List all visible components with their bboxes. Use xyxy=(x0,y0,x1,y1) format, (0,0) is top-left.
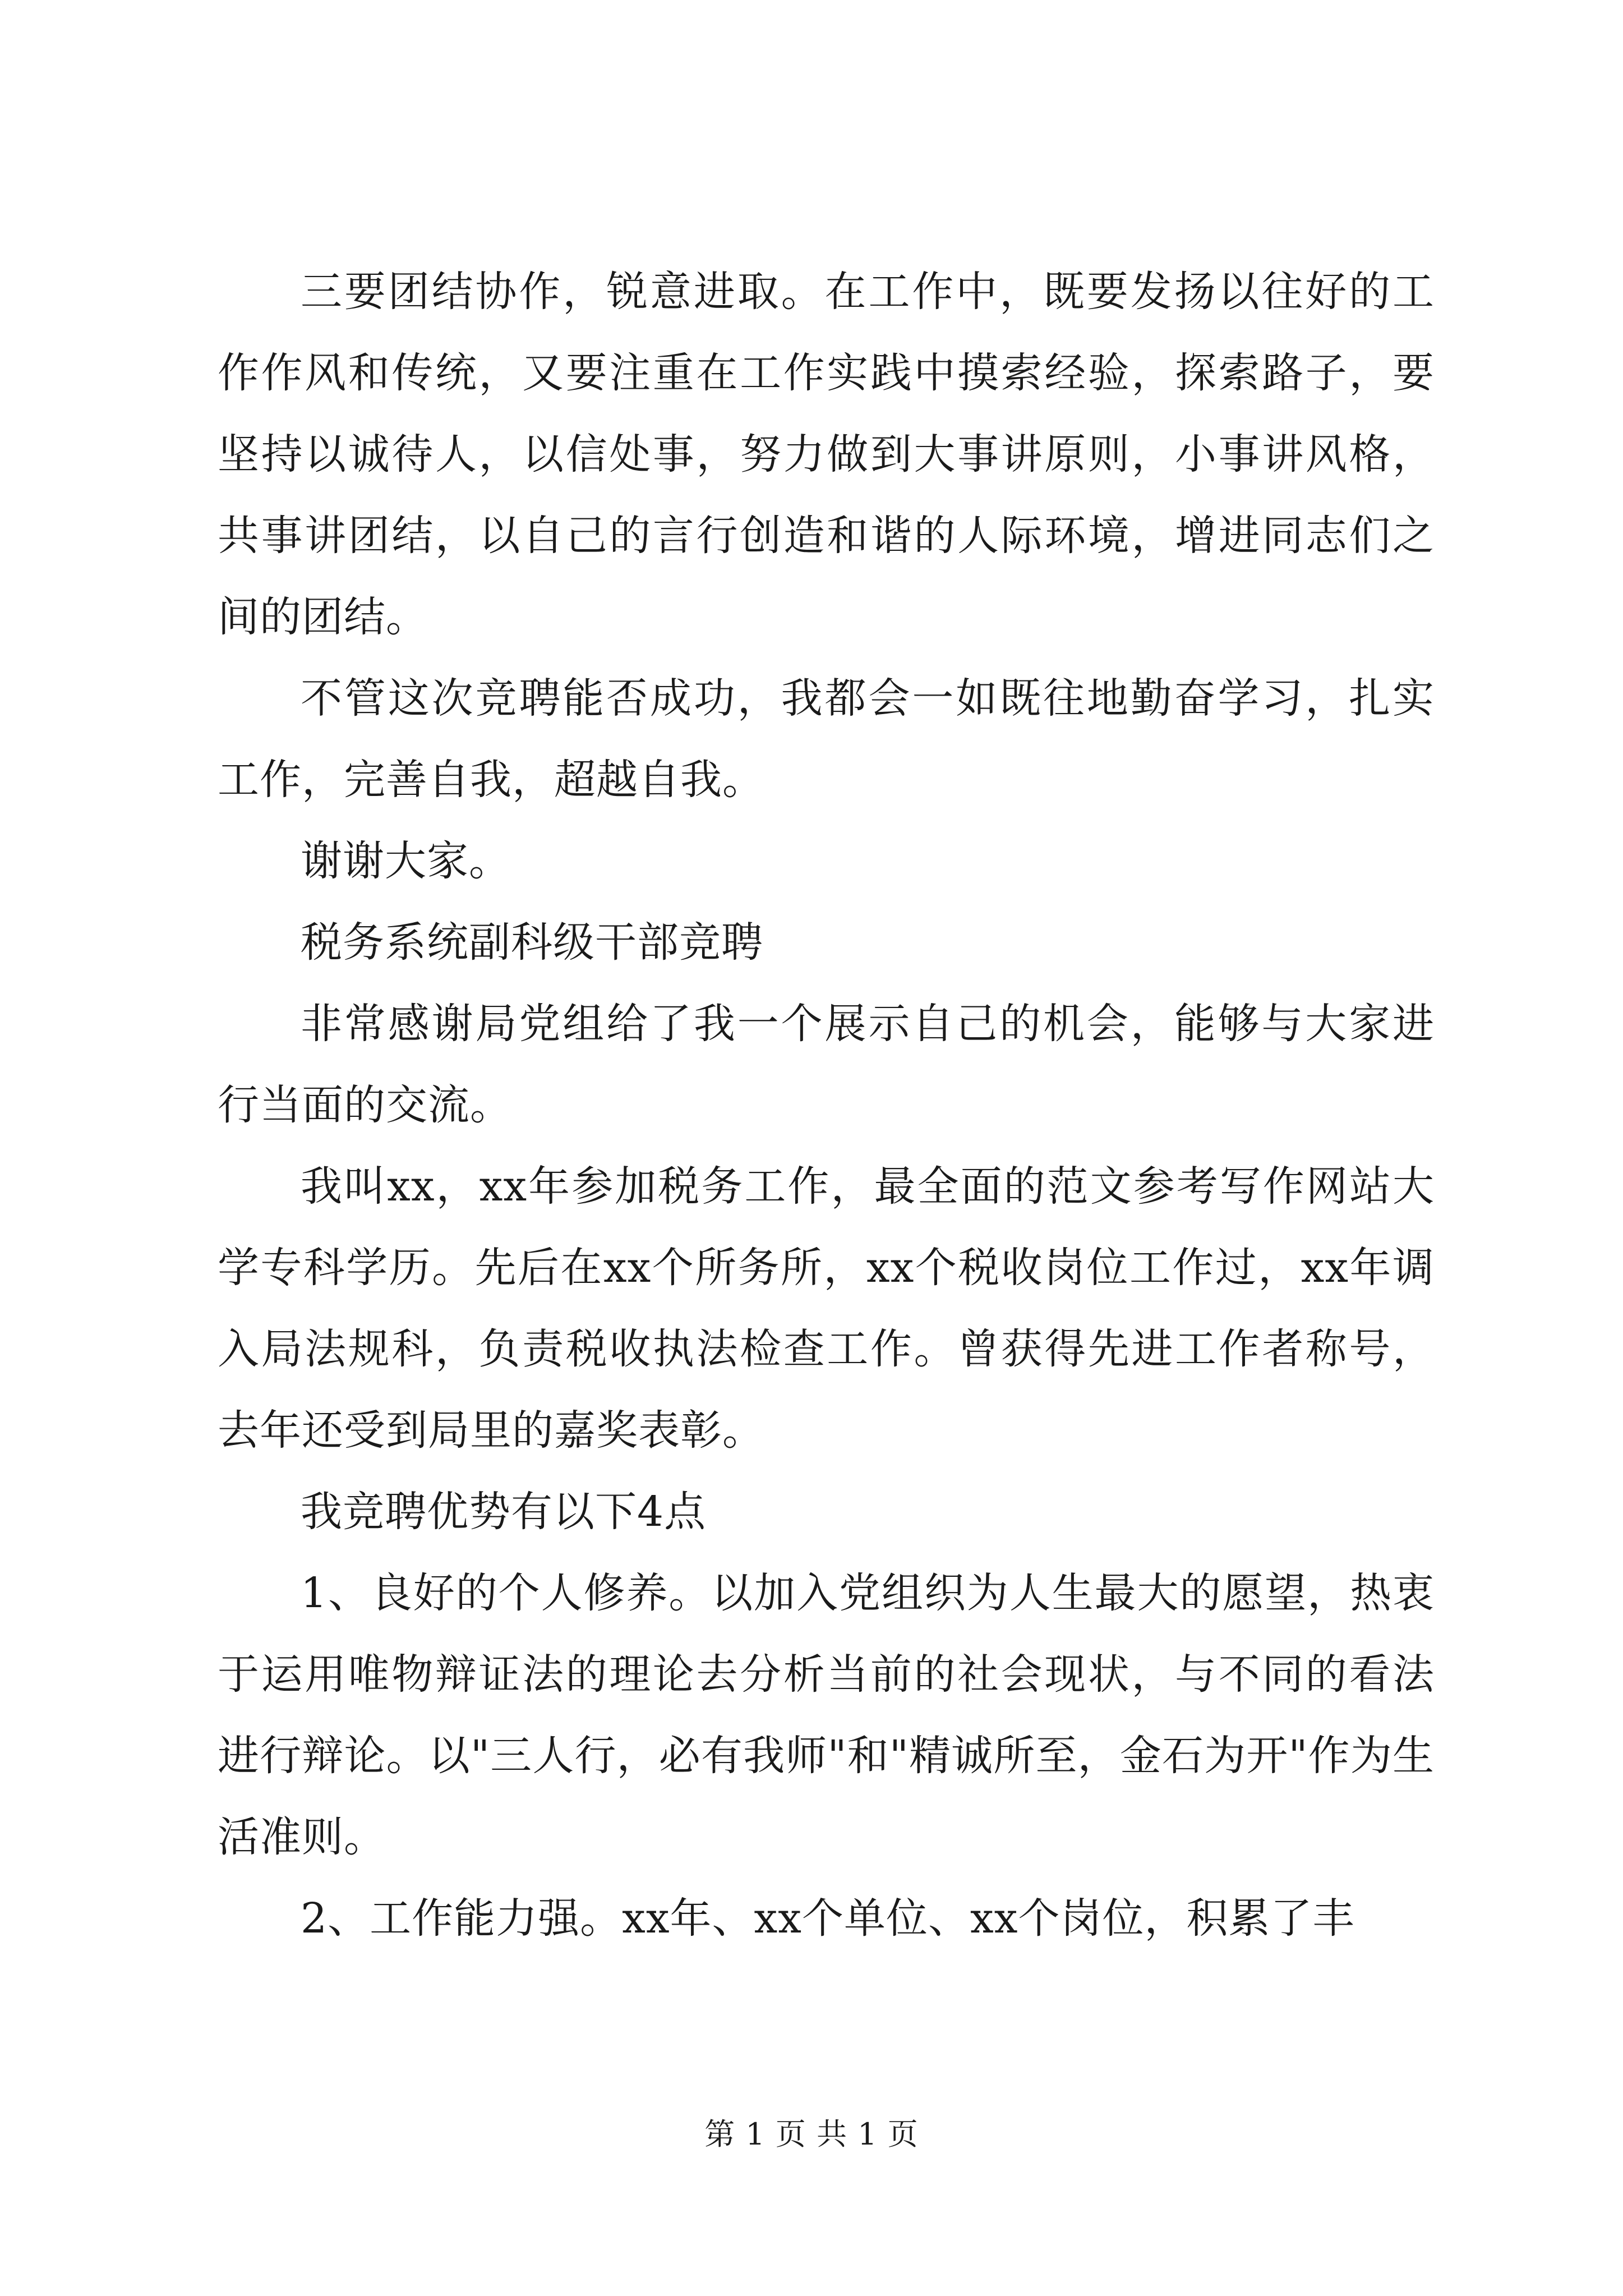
paragraph-thanks: 谢谢大家。 xyxy=(301,837,511,885)
section-title: 税务系统副科级干部竞聘 xyxy=(301,918,763,967)
page-footer: 第 1 页 共 1 页 xyxy=(704,2116,919,2152)
paragraph-introduction: 我叫xx，xx年参加税务工作，最全面的范文参考写作网站大学专科学历。先后在xx个所务所，xx个税收岗位工作过，xx年调入局法规科，负责税收执法检查工作。曾获得先进工作者称号，去年还受到局里的嘉奖表彰。 xyxy=(218,1162,1435,1455)
paragraph-advantage-1: 1、良好的个人修养。以加入党组织为人生最大的愿望，热衷于运用唯物辩证法的理论去分析当前的社会现状，与不同的看法进行辩论。以"三人行，必有我师"和"精诚所至，金石为开"作为生活准则。 xyxy=(218,1569,1435,1861)
paragraph-advantage-2: 2、工作能力强。xx年、xx个单位、xx个岗位，积累了丰 xyxy=(301,1894,1355,1943)
paragraph-teamwork: 三要团结协作，锐意进取。在工作中，既要发扬以往好的工作作风和传统，又要注重在工作实践中摸索经验，探索路子，要坚持以诚待人，以信处事，努力做到大事讲原则，小事讲风格，共事讲团结，以自己的言行创造和谐的人际环境，增进同志们之间的团结。 xyxy=(218,268,1435,641)
paragraph-commitment: 不管这次竞聘能否成功，我都会一如既往地勤奋学习，扎实工作，完善自我，超越自我。 xyxy=(218,674,1435,804)
document-body xyxy=(218,251,1435,1959)
paragraph-gratitude: 非常感谢局党组给了我一个展示自己的机会，能够与大家进行当面的交流。 xyxy=(218,1000,1435,1129)
paragraph-advantages-heading: 我竞聘优势有以下4点 xyxy=(301,1488,707,1536)
